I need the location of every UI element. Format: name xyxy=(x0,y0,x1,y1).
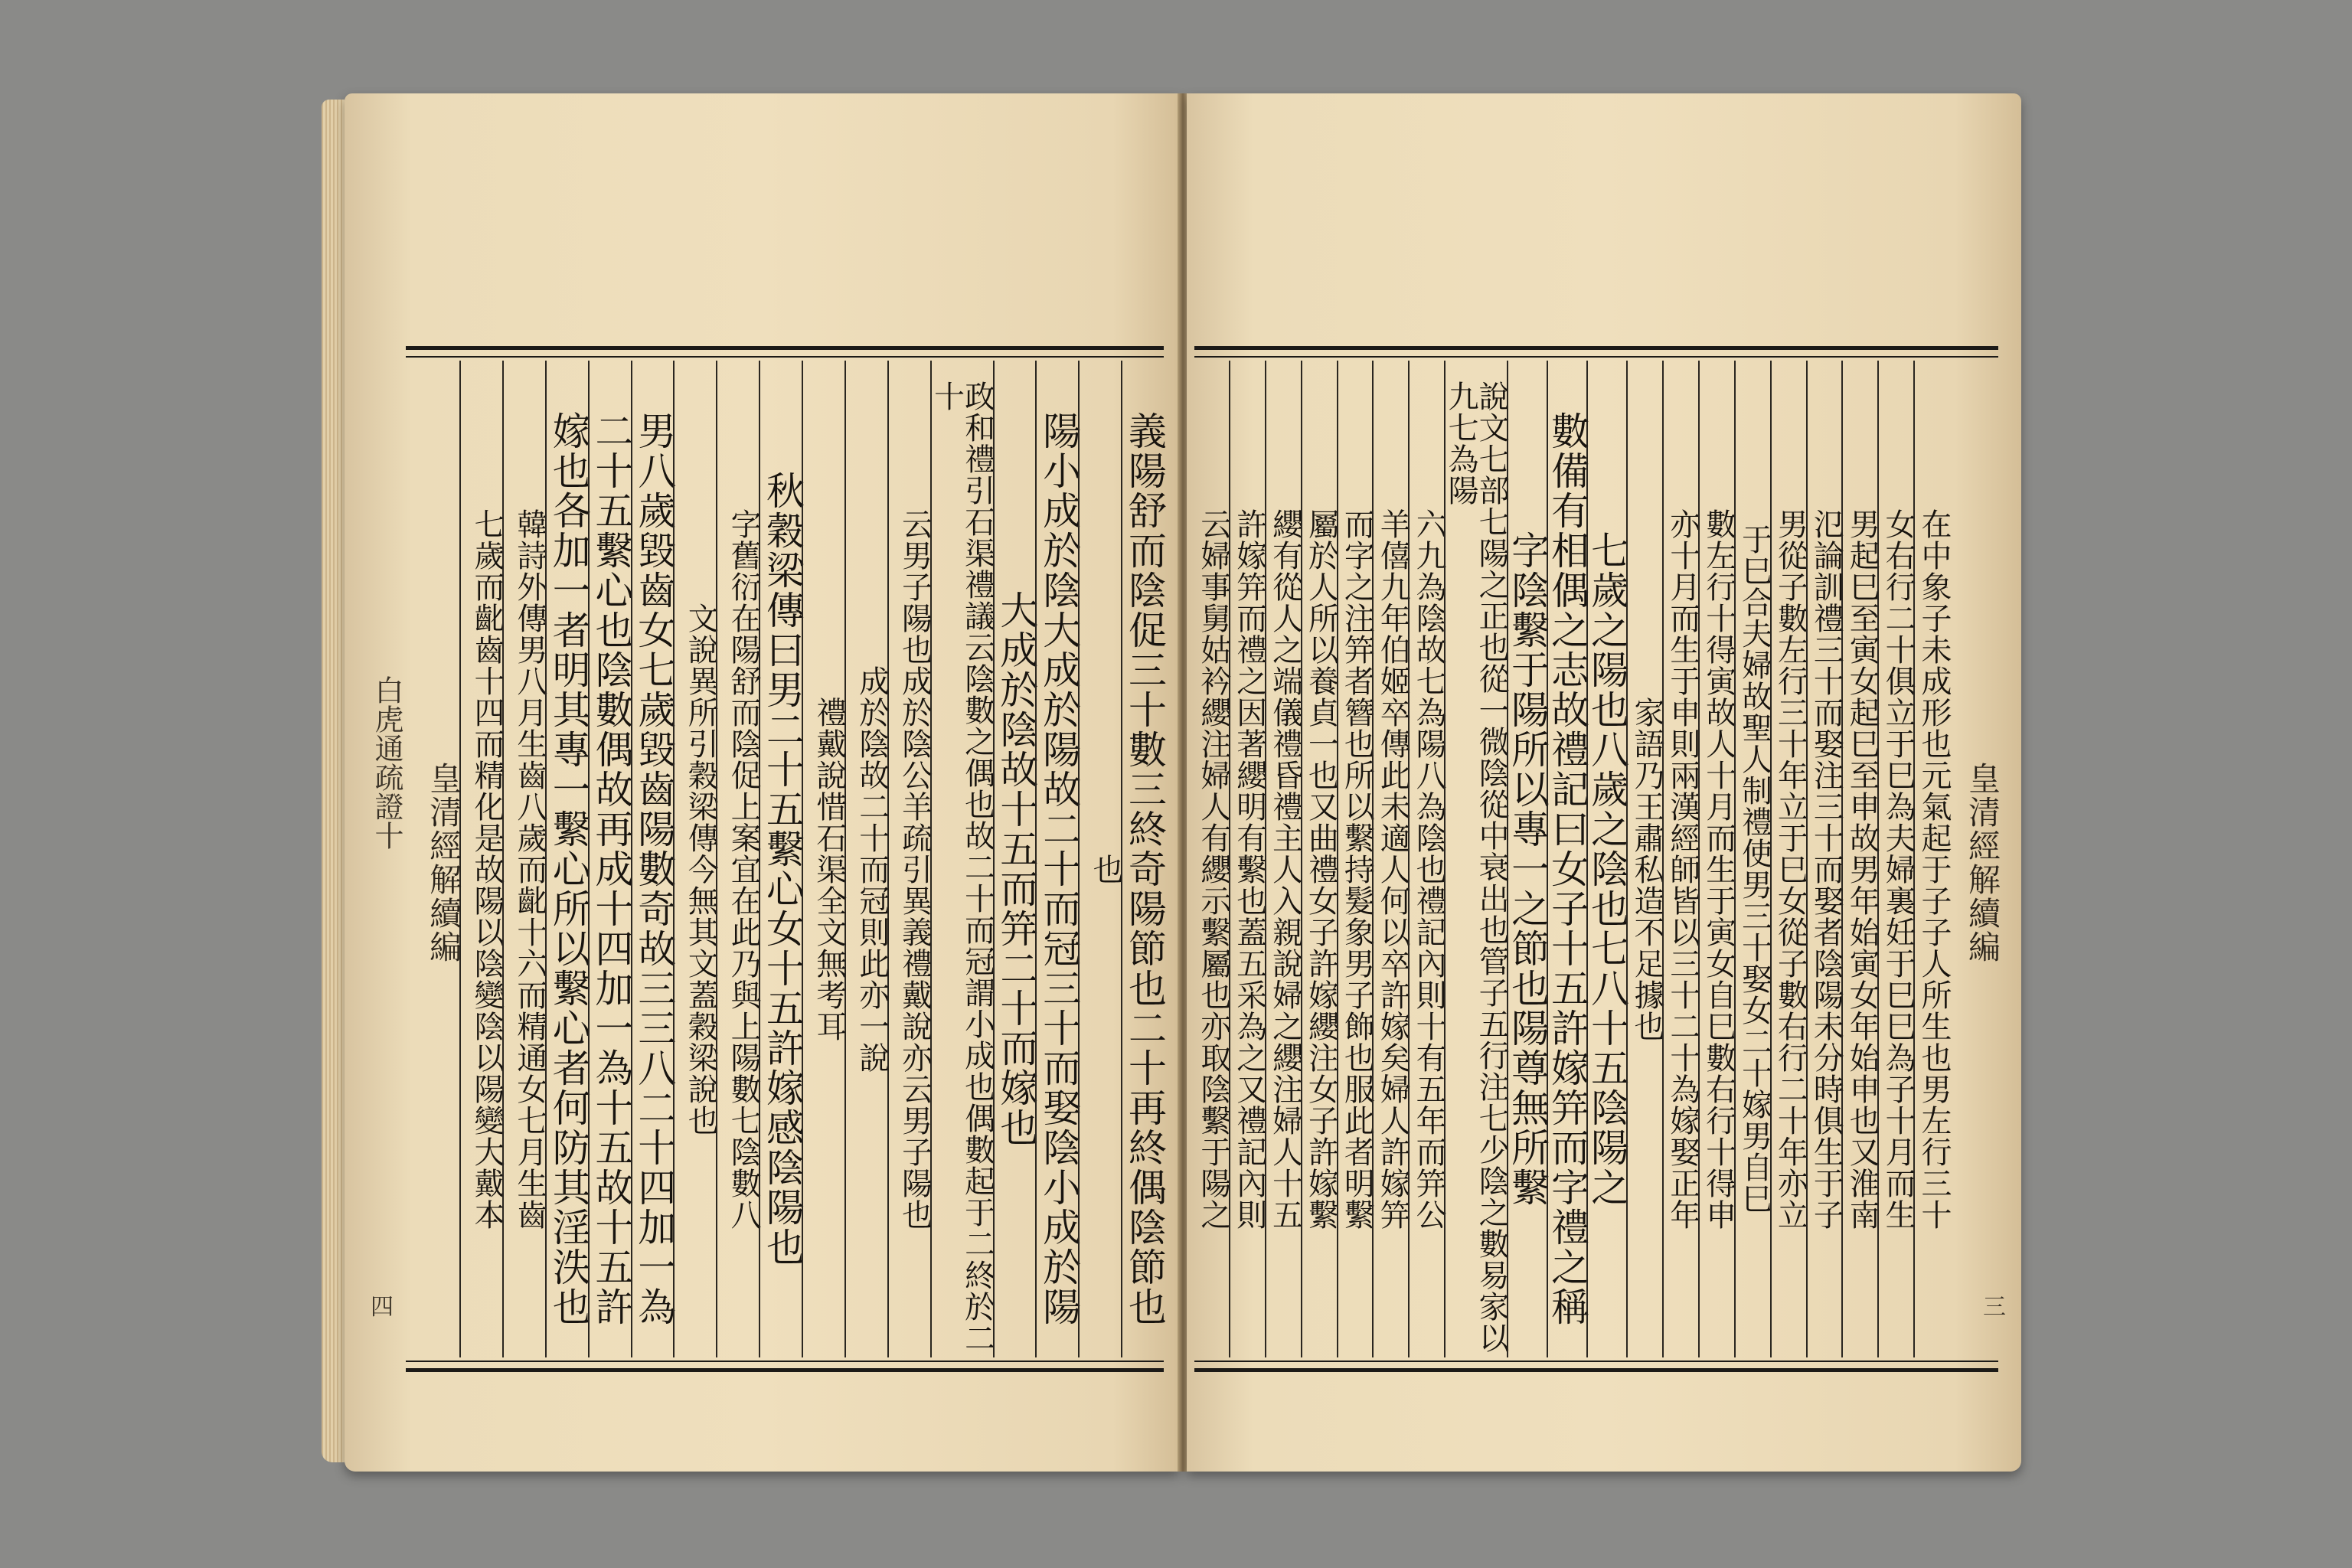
commentary-column: 羊僖九年伯姬卒傳此未適人何以卒許嫁矣婦人許嫁笄 xyxy=(1372,361,1408,1357)
commentary-column: 氾論訓禮三十而娶注三十而娶者陰陽未分時俱生于子 xyxy=(1806,361,1842,1357)
commentary-column: 于巳合夫婦故聖人制禮使男三十娶女二十嫁男自巳 xyxy=(1734,361,1770,1357)
text-column: 字陰繫于陽所以專一之節也陽尊無所繫 xyxy=(1507,361,1547,1357)
commentary-column: 女右行二十俱立于巳為夫婦裏妊于巳巳為子十月而生 xyxy=(1877,361,1913,1357)
commentary-column: 六九為陰故七為陽八為陰也禮記內則十有五年而笄公 xyxy=(1408,361,1444,1357)
text-column: 義陽舒而陰促三十數三終奇陽節也二十再終偶陰節也 xyxy=(1121,361,1164,1357)
text-column: 數備有相偶之志故禮記曰女子十五許嫁笄而字禮之稱 xyxy=(1547,361,1586,1357)
commentary-column: 說文七部七陽之正也從一微陰從中衰出也管子五行注七少陰之數易家以九七為陽 xyxy=(1444,361,1507,1357)
commentary-column: 在中象子未成形也元氣起于子子人所生也男左行三十 xyxy=(1913,361,1949,1357)
commentary-column: 男起巳至寅女起巳至申故男年始寅女年始申也又淮南 xyxy=(1841,361,1877,1357)
commentary-column: 而字之注笄者簪也所以繫持髮象男子飾也服此者明繫 xyxy=(1337,361,1373,1357)
margin-book-title: 皇清經解續編 xyxy=(1964,762,2001,964)
commentary-column: 家語乃王肅私造不足據也 xyxy=(1626,361,1662,1357)
commentary-column: 字舊衍在陽舒而陰促上案宜在此乃與上陽數七陰數八 xyxy=(716,361,759,1357)
text-column: 七歲之陽也八歲之陰也七八十五陰陽之 xyxy=(1586,361,1626,1357)
commentary-column: 亦十月而生于申則兩漢經師皆以三十二十為嫁娶正年 xyxy=(1662,361,1698,1357)
page-number: 三 xyxy=(1983,1294,2006,1321)
commentary-column: 成於陰故二十而冠則此亦一說 xyxy=(844,361,887,1357)
margin-subtitle: 白虎通疏證十 xyxy=(370,675,403,850)
commentary-column: 七歲而齔齒十四而精化是故陽以陰變陰以陽變大戴本 xyxy=(459,361,502,1357)
left-page-frame xyxy=(406,346,1167,1372)
left-page-edges xyxy=(322,100,345,1462)
left-page xyxy=(345,93,1179,1472)
text-column: 大成於陰故十五而笄二十而嫁也 xyxy=(993,361,1036,1357)
commentary-column: 韓詩外傳男八月生齒八歲而齔十六而精通女七月生齒 xyxy=(502,361,545,1357)
commentary-column: 云婦事舅姑衿纓注婦人有纓示繫屬也亦取陰繫于陽之 xyxy=(1195,508,1231,1230)
margin-book-title: 皇清經解續編 xyxy=(425,762,463,964)
right-page-columns xyxy=(1194,361,2001,1357)
right-page xyxy=(1187,93,2021,1472)
commentary-column: 云男子陽也成於陰公羊疏引異義禮戴說亦云男子陽也 xyxy=(887,361,930,1357)
right-page-frame xyxy=(1194,346,2001,1372)
text-column: 也 xyxy=(1078,361,1121,1357)
commentary-column: 男從子數左行三十年立于巳女從子數右行二十年亦立 xyxy=(1770,361,1806,1357)
commentary-column: 許嫁笄而禮之因著纓明有繫也蓋五采為之又禮記內則 xyxy=(1229,361,1265,1357)
commentary-column: 屬於人所以養貞一也又曲禮女子許嫁纓注女子許嫁繫 xyxy=(1301,361,1337,1357)
commentary-column: 政和禮引石渠禮議云陰數之偶也故二十而冠謂小成也偶數起于二終於二十 xyxy=(930,361,993,1357)
commentary-column: 數左行十得寅故人十月而生于寅女自巳數右行十得申 xyxy=(1698,361,1734,1357)
text-column: 陽小成於陰大成於陽故二十而冠三十而娶陰小成於陽 xyxy=(1035,361,1078,1357)
text-column: 嫁也各加一者明其專一繫心所以繫心者何防其淫泆也 xyxy=(545,361,588,1357)
commentary-column: 文說異所引穀梁傳今無其文蓋穀梁說也 xyxy=(673,361,716,1357)
text-column: 男八歲毀齒女七歲毀齒陽數奇故三三八二十四加一為 xyxy=(631,361,674,1357)
page-number: 四 xyxy=(371,1294,394,1321)
text-column: 二十五繫心也陰數偶故再成十四加一為十五故十五許 xyxy=(588,361,631,1357)
commentary-column: 禮戴說惜石渠全文無考耳 xyxy=(802,361,844,1357)
commentary-column: 纓有從人之端儀禮昏禮主人入親說婦之纓注婦人十五 xyxy=(1265,361,1301,1357)
text-column: 秋穀梁傳曰男二十五繫心女十五許嫁感陰陽也 xyxy=(759,361,802,1357)
open-book xyxy=(322,84,2006,1478)
left-page-columns xyxy=(406,361,1167,1357)
